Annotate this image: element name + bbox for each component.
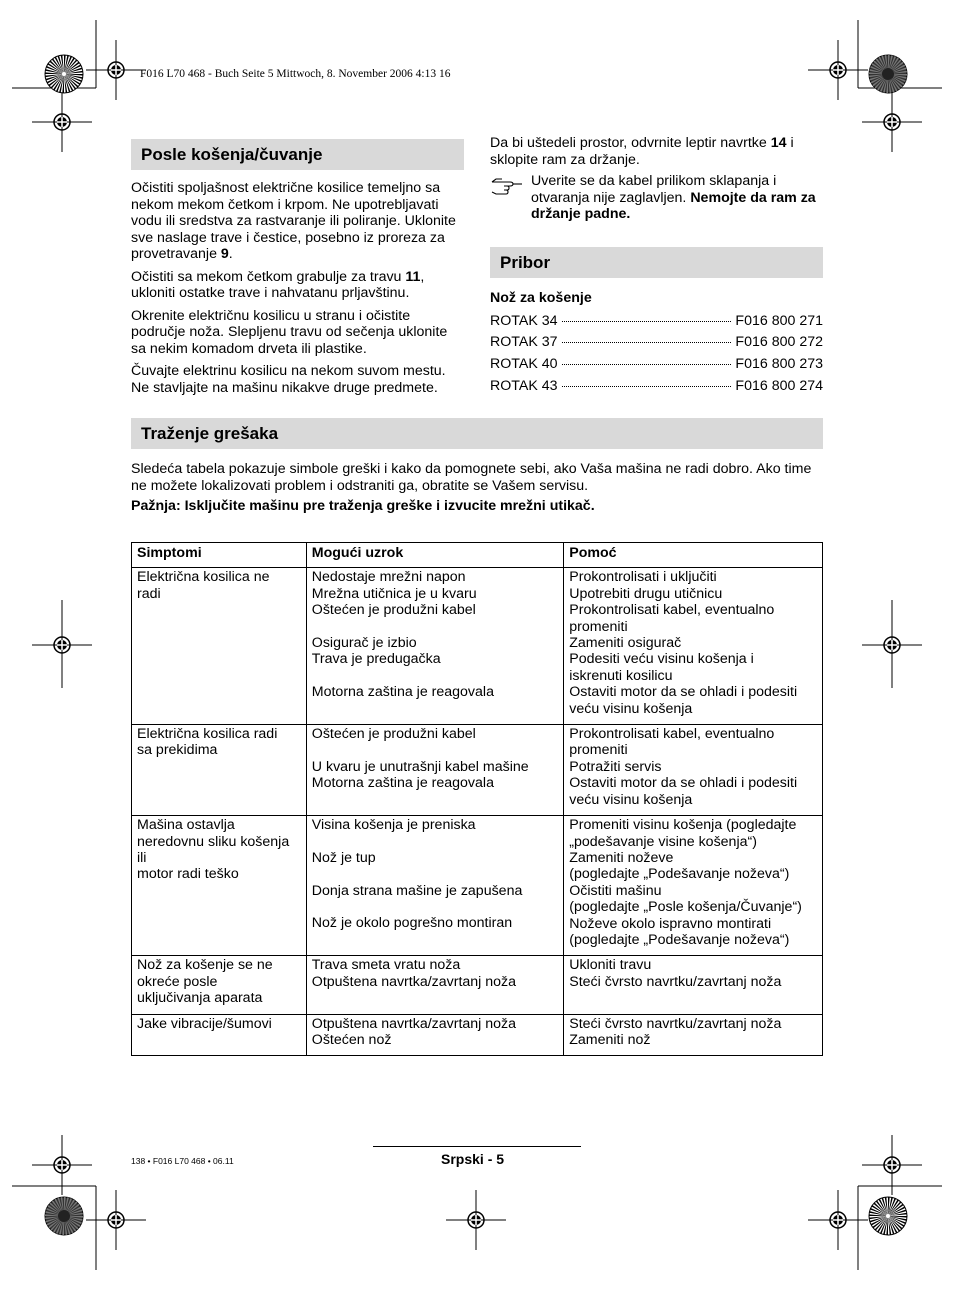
cell-symptom [132, 725, 307, 816]
cell-line: (pogledajte „Podešavanje noževa“) [569, 931, 790, 948]
registration-mark-icon [86, 1190, 146, 1250]
cell-line: Ostaviti motor da se ohladi i podesiti [569, 775, 798, 792]
table-header-row [132, 543, 823, 568]
cell-line [312, 866, 558, 882]
cell-line: Otpuštena navrtka/zavrtanj noža [311, 973, 517, 990]
accessory-code: F016 800 271 [735, 313, 823, 329]
cell-line [312, 834, 558, 850]
registration-mark-icon [808, 1190, 868, 1250]
cell-line: Očistiti mašinu [569, 882, 662, 899]
accessory-model: ROTAK 40 [490, 356, 558, 372]
cell-line: veću visinu košenja [569, 791, 693, 808]
cell-symptom [132, 1014, 307, 1056]
care-paragraph-3: Okrenite električnu kosilicu u stranu i očistite područje noža. Slepljenu travu od sečenja uklonite sa nekim komadom drveta ili plastike. [131, 307, 448, 357]
registration-mark-icon [32, 615, 92, 675]
column-header-remedy: Pomoć [564, 543, 823, 568]
troubleshooting-intro: Sledeća tabela pokazuje simbole greški i kako da pomognete sebi, ako Vaša mašina ne radi dobro. Ako time ne možete lokalizovati problem i odstraniti ga, obratite se Vašem servisu. [131, 461, 812, 494]
registration-mark-icon [86, 40, 146, 100]
cell-remedy [564, 568, 823, 725]
registration-mark-icon [862, 92, 922, 152]
cell-line: Ukloniti travu [569, 957, 652, 974]
cell-line: Zameniti noževe [569, 849, 674, 866]
cell-line: Nož je okolo pogrešno montiran [311, 915, 513, 932]
cell-line: (pogledajte „Posle košenja/Čuvanje“) [569, 899, 802, 916]
table-row [132, 956, 823, 1014]
accessory-row [490, 377, 823, 399]
accessory-model: ROTAK 43 [490, 378, 558, 394]
accessory-row [490, 312, 823, 334]
table-row [132, 1014, 823, 1056]
cell-line: Zameniti osigurač [569, 635, 682, 652]
care-paragraph-1: Očistiti spoljašnost električne kosilice temeljno sa nekom mekom četkom i krpom. Ne upotrebljavati vodu ili sredstva za rastvaranje ili poliranje. Uklonite sve naslage trave i čestice, posebno iz proreza za provetravanje 9. [131, 180, 456, 262]
cell-remedy [564, 725, 823, 816]
cell-line: Prokontrolisati kabel, eventualno [569, 726, 775, 743]
cell-line: Motorna zaština je reagovala [311, 775, 494, 792]
cell-line: Prokontrolisati kabel, eventualno [569, 602, 775, 619]
registration-mark-icon [862, 615, 922, 675]
color-wheel-icon [45, 1197, 83, 1235]
cell-line: Trava smeta vratu noža [311, 957, 461, 974]
troubleshooting-table [131, 542, 823, 1056]
table-row [132, 725, 823, 816]
care-heading: Posle košenja/čuvanje [131, 139, 464, 170]
cell-line: okreće posle [137, 973, 218, 990]
accessory-row [490, 333, 823, 355]
cell-line: Noževe okolo ispravno montirati [569, 915, 772, 932]
page-label: Srpski - 5 [441, 1151, 505, 1167]
column-header-cause: Mogući uzrok [306, 543, 563, 568]
column-header-symptoms: Simptomi [132, 543, 307, 568]
cell-line: Steći čvrsto navrtku/zavrtanj noža [569, 973, 782, 990]
accessories-subheading: Nož za košenje [490, 290, 592, 306]
cell-cause [306, 725, 563, 816]
cell-line: radi [137, 585, 161, 602]
cell-line: uključivanja aparata [137, 990, 263, 1007]
cell-line: Ostaviti motor da se ohladi i podesiti [569, 684, 798, 701]
cell-line: promeniti [569, 618, 628, 635]
cell-line: Mrežna utičnica je u kvaru [311, 585, 477, 602]
cell-remedy [564, 816, 823, 956]
registration-mark-icon [808, 40, 868, 100]
troubleshooting-warning: Pažnja: Isključite mašinu pre traženja greške i izvucite mrežni utikač. [131, 498, 595, 514]
accessory-model: ROTAK 37 [490, 334, 558, 350]
cell-line: sa prekidima [137, 742, 218, 759]
accessory-code: F016 800 273 [735, 356, 823, 372]
color-wheel-icon [869, 55, 907, 93]
cell-line: neredovnu sliku košenja [137, 833, 290, 850]
accessory-code: F016 800 274 [735, 378, 823, 394]
care-paragraph-2: Očistiti sa mekom četkom grabulje za travu 11, ukloniti ostatke trave i nahvatanu prljavštinu. [131, 268, 425, 301]
cell-line: Visina košenja je preniska [311, 817, 476, 834]
cell-line: Oštećen je produžni kabel [311, 726, 476, 743]
cell-line: Prokontrolisati i uključiti [569, 569, 717, 586]
registration-mark-icon [32, 92, 92, 152]
cell-line: Steći čvrsto navrtku/zavrtanj noža [569, 1015, 782, 1032]
care-paragraph-4: Čuvajte elektrinu kosilicu na nekom suvom mestu. Ne stavljajte na mašinu nikakve druge predmete. [131, 363, 446, 396]
table-row [132, 816, 823, 956]
cell-line: veću visinu košenja [569, 700, 693, 717]
cell-line: Oštećen nož [311, 1031, 392, 1048]
cell-line: iskrenuti kosilicu [569, 667, 673, 684]
cell-line: Jake vibracije/šumovi [137, 1015, 272, 1032]
cell-line: Trava je predugačka [311, 651, 441, 668]
print-header: F016 L70 468 - Buch Seite 5 Mittwoch, 8. November 2006 4:13 16 [140, 68, 451, 80]
cell-line [312, 668, 558, 684]
cell-line: U kvaru je unutrašnji kabel mašine [311, 758, 529, 775]
cell-line: Donja strana mašine je zapušena [311, 882, 523, 899]
doc-code: 138 • F016 L70 468 • 06.11 [131, 1156, 234, 1166]
cell-remedy [564, 1014, 823, 1056]
cell-line: Otpuštena navrtka/zavrtanj noža [311, 1015, 517, 1032]
cell-line: Upotrebiti drugu utičnicu [569, 585, 723, 602]
table-row [132, 568, 823, 725]
registration-mark-icon [446, 1190, 506, 1250]
cell-line: Zameniti nož [569, 1031, 651, 1048]
cell-line: Osigurač je izbio [311, 635, 417, 652]
cell-line: Motorna zaština je reagovala [311, 684, 494, 701]
cell-symptom [132, 568, 307, 725]
accessory-model: ROTAK 34 [490, 313, 558, 329]
cell-line: promeniti [569, 742, 628, 759]
cell-line: Električna kosilica ne [137, 569, 270, 586]
accessory-code: F016 800 272 [735, 334, 823, 350]
cell-line: „podešavanje visine košenja“) [569, 833, 757, 850]
color-wheel-icon [45, 55, 83, 93]
cell-symptom [132, 816, 307, 956]
cell-line: Nedostaje mrežni napon [311, 569, 466, 586]
cell-line: motor radi teško [137, 866, 239, 883]
cell-line: Nož je tup [311, 849, 376, 866]
footer-rule [373, 1146, 581, 1147]
cell-cause [306, 1014, 563, 1056]
pointing-hand-icon [490, 176, 524, 201]
cell-line: ili [137, 849, 147, 866]
cell-line: Oštećen je produžni kabel [311, 602, 476, 619]
cell-line: Podesiti veću visinu košenja i [569, 651, 754, 668]
color-wheel-icon [869, 1197, 907, 1235]
cell-line [312, 742, 558, 758]
cell-symptom [132, 956, 307, 1014]
accessory-row [490, 355, 823, 377]
cell-cause [306, 816, 563, 956]
cell-line: Električna kosilica radi [137, 726, 278, 743]
cell-line: Promeniti visinu košenja (pogledajte [569, 817, 797, 834]
cell-line: (pogledajte „Podešavanje noževa“) [569, 866, 790, 883]
cell-line [312, 899, 558, 915]
cell-line: Nož za košenje se ne [137, 957, 273, 974]
cell-cause [306, 568, 563, 725]
fold-text: Da bi uštedeli prostor, odvrnite leptir navrtke 14 i sklopite ram za držanje. [490, 135, 794, 168]
cell-line: Potražiti servis [569, 758, 662, 775]
cell-line [312, 619, 558, 635]
cell-cause [306, 956, 563, 1014]
accessories-heading: Pribor [490, 247, 823, 278]
note-text: Uverite se da kabel prilikom sklapanja i otvaranja nije zaglavljen. Nemojte da ram za držanje padne. [531, 173, 816, 222]
cell-remedy [564, 956, 823, 1014]
troubleshooting-heading: Traženje grešaka [131, 418, 823, 449]
care-text [131, 180, 464, 402]
cell-line: Mašina ostavlja [137, 817, 235, 834]
